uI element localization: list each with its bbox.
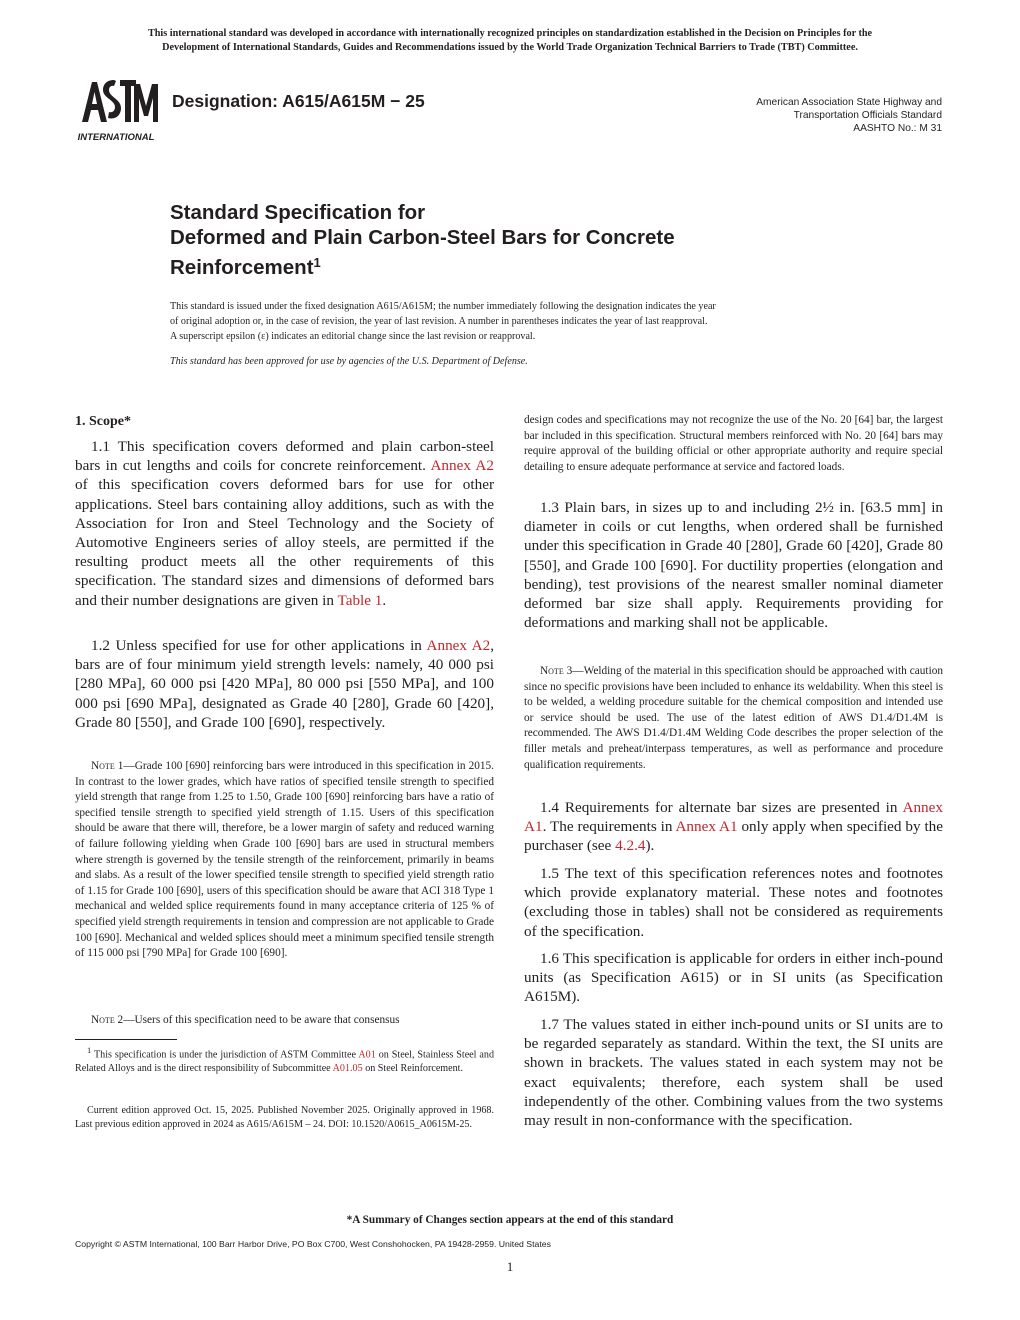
scope-heading: 1. Scope*	[75, 414, 131, 429]
footnote-1: $^1$ This specification is under the jurisdiction of ASTM Committee A01 on Steel, Stainless Steel and Related Alloys and is the direct responsibility of Subcommittee A01.05 on Steel Reinforcement.	[75, 1046, 495, 1075]
paragraph-1-4: 1.4 Requirements for alternate bar sizes are presented in Annex A1. The requirements in Annex A1 only apply when specified by the purchaser (see 4.2.4).	[524, 799, 944, 855]
wto-notice-line2: Development of International Standards, Guides and Recommendations issued by the World Trade Organization Technical Barriers to Trade (TBT) Committee.	[162, 41, 858, 53]
annex-a1-link[interactable]: Annex A1	[675, 818, 738, 836]
paragraph-1-1: 1.1 This specification covers deformed and plain carbon-steel bars in cut lengths and coils for concrete reinforcement. Annex A2 of this specification covers deformed bars for use for other applications. Steel bars containing alloy additions, such as with the Association for Iron and Steel Technology and the Society of Automotive Engineers series of alloy steels, are permitted if the resulting product meets all the other requirements of this specification. The standard sizes and dimensions of deformed bars and their number designations are given in Table 1.	[75, 438, 494, 609]
aashto-line1: American Association State Highway and	[756, 97, 942, 108]
table-1-link[interactable]: Table 1	[337, 591, 383, 609]
aashto-line3: AASHTO No.: M 31	[853, 123, 942, 134]
note-3: Note 3—Welding of the material in this specification should be approached with caution since no specific provisions have been included to enhance its weldability. When this steel is to be welded, a welding procedure suitable for the chemical composition and intended use or service should be used. The use of the latest edition of AWS D1.4/D1.4M is recommended. The AWS D1.4/D1.4M Welding Code describes the proper selection of the filler metals and preheat/interpass temperatures, as well as performance and procedure qualification requirements.	[524, 665, 944, 771]
dod-notice: This standard has been approved for use by agencies of the U.S. Department of Defense.	[170, 356, 528, 367]
wto-notice-line1: This international standard was developed in accordance with internationally recognized principles on standardization established in the Decision on Principles for the	[147, 28, 873, 39]
aashto-line2: Transportation Officials Standard	[793, 110, 942, 121]
astm-logo	[70, 78, 162, 144]
note-label: Note 1	[91, 760, 124, 772]
subcommittee-a01-05-link[interactable]: A01.05	[332, 1063, 363, 1075]
issued-line1: This standard is issued under the fixed designation A615/A615M; the number immediately following the designation indicates the year	[170, 301, 716, 312]
title-line2: Deformed and Plain Carbon-Steel Bars for Concrete	[170, 226, 675, 249]
paragraph-1-6: 1.6 This specification is applicable for orders in either inch-pound units (as Specification A615) or in SI units (as Specification A615M).	[524, 950, 943, 1006]
designation: Designation: A615/A615M − 25	[172, 91, 425, 111]
paragraph-1-5: 1.5 The text of this specification references notes and footnotes which provide explanatory material. These notes and footnotes (excluding those in tables) shall not be considered as requirements of the specification.	[524, 865, 943, 940]
para-number: 1.1	[91, 438, 110, 455]
annex-a1-link[interactable]: Annex A1	[524, 799, 943, 836]
title-footnote-mark[interactable]: 1	[313, 255, 321, 270]
footnote-divider	[75, 1039, 177, 1040]
edition-info: Current edition approved Oct. 15, 2025. Published November 2025. Originally approved in 1968. Last previous edition approved in 2024 as A615/A615M – 24. DOI: 10.1520/A0615_A0615M-25.	[75, 1105, 494, 1130]
paragraph-1-3: 1.3 Plain bars, in sizes up to and including 2½ in. [63.5 mm] in diameter in coils or cut lengths, when ordered shall be furnished under this specification in Grade 40 [280], Grade 60 [420], Grade 80 [550], and Grade 100 [690]. For ductility properties (elongation and bending), test provisions of the nearest smaller nominal diameter deformed bar size shall apply. Requirements providing for deformations and marking shall not be applicable.	[524, 499, 944, 632]
annex-a2-link[interactable]: Annex A2	[430, 457, 494, 475]
para-number: 1.4	[540, 799, 559, 816]
paragraph-1-2: 1.2 Unless specified for use for other applications in Annex A2, bars are of four minimum yield strength levels: namely, 40 000 psi [280 MPa], 60 000 psi [420 MPa], 80 000 psi [550 MPa], and 100 000 psi [690 MPa], designated as Grade 40 [280], Grade 60 [420], Grade 80 [550], and Grade 100 [690], respectively.	[75, 637, 495, 731]
page-title	[170, 200, 870, 280]
note-2-start: Note 2—Users of this specification need to be aware that consensus	[91, 1014, 400, 1026]
logo-word: INTERNATIONAL	[77, 132, 155, 143]
annex-a2-link[interactable]: Annex A2	[426, 637, 491, 654]
issued-line3: A superscript epsilon (ε) indicates an editorial change since the last revision or reapproval.	[170, 331, 536, 342]
note-2-continued: design codes and specifications may not recognize the use of the No. 20 [64] bar, the largest bar included in this specification. Structural members reinforced with No. 20 [64] bars may require approval of the building official or other appropriate authority and require special detailing to ensure adequate performance at service and factored loads.	[524, 414, 943, 473]
committee-a01-link[interactable]: A01	[358, 1049, 376, 1061]
wto-notice	[60, 27, 960, 54]
summary-of-changes-notice: *A Summary of Changes section appears at the end of this standard	[346, 1214, 674, 1226]
para-number: 1.6	[540, 950, 559, 967]
note-label: Note 2	[91, 1014, 124, 1026]
note-1: Note 1—Grade 100 [690] reinforcing bars were introduced in this specification in 2015. In contrast to the lower grades, which have ratios of specified tensile strength to specified yield strength that range from 1.25 to 1.50, Grade 100 [690] reinforcing bars have a ratio of specified tensile strength to specified yield strength of 1.15. Users of this specification should be aware that there will, therefore, be a lower margin of safety and reduced warning of failure following yielding when Grade 100 [690] bars are used in structural members where strength is governed by the tensile strength of the reinforcement, primarily in beams and slabs. As a result of the lower specified tensile strength to specified yield strength ratio of 1.15 for Grade 100 [690], users of this specification should be aware that ACI 318 Type 1 mechanical and welded splice requirements found in many acceptance criteria of 125 % of specified yield strength requirements in tension and compression are not applicable to Grade 100 [690]. Mechanical and welded splices should meet a minimum specified tensile strength of 115 000 psi [790 MPa] for Grade 100 [690].	[75, 760, 494, 960]
title-line3: Reinforcement	[170, 256, 314, 279]
issuance-notice	[170, 299, 870, 344]
aashto-notice	[756, 96, 942, 135]
footnote-mark: 1	[87, 1046, 92, 1055]
paragraph-1-7: 1.7 The values stated in either inch-pound units or SI units are to be regarded separately as standard. Within the text, the SI units are shown in brackets. The values stated in each system may not be exact equivalents; therefore, each system shall be used independently of the other. Combining values from the two systems may result in non-conformance with the specification.	[524, 1016, 943, 1130]
issued-line2: of original adoption or, in the case of revision, the year of last revision. A number in parentheses indicates the year of last reapproval.	[170, 316, 708, 327]
copyright-line: Copyright © ASTM International, 100 Barr Harbor Drive, PO Box C700, West Conshohocken, PA 19428-2959. United States	[75, 1239, 551, 1249]
note-label: Note 3	[540, 665, 573, 677]
para-number: 1.3	[540, 499, 559, 516]
para-number: 1.7	[540, 1016, 559, 1033]
page-number: 1	[506, 1259, 514, 1274]
section-4-2-4-link[interactable]: 4.2.4	[615, 837, 646, 855]
para-number: 1.2	[91, 637, 110, 654]
title-line1: Standard Specification for	[170, 201, 426, 224]
para-number: 1.5	[540, 865, 559, 882]
